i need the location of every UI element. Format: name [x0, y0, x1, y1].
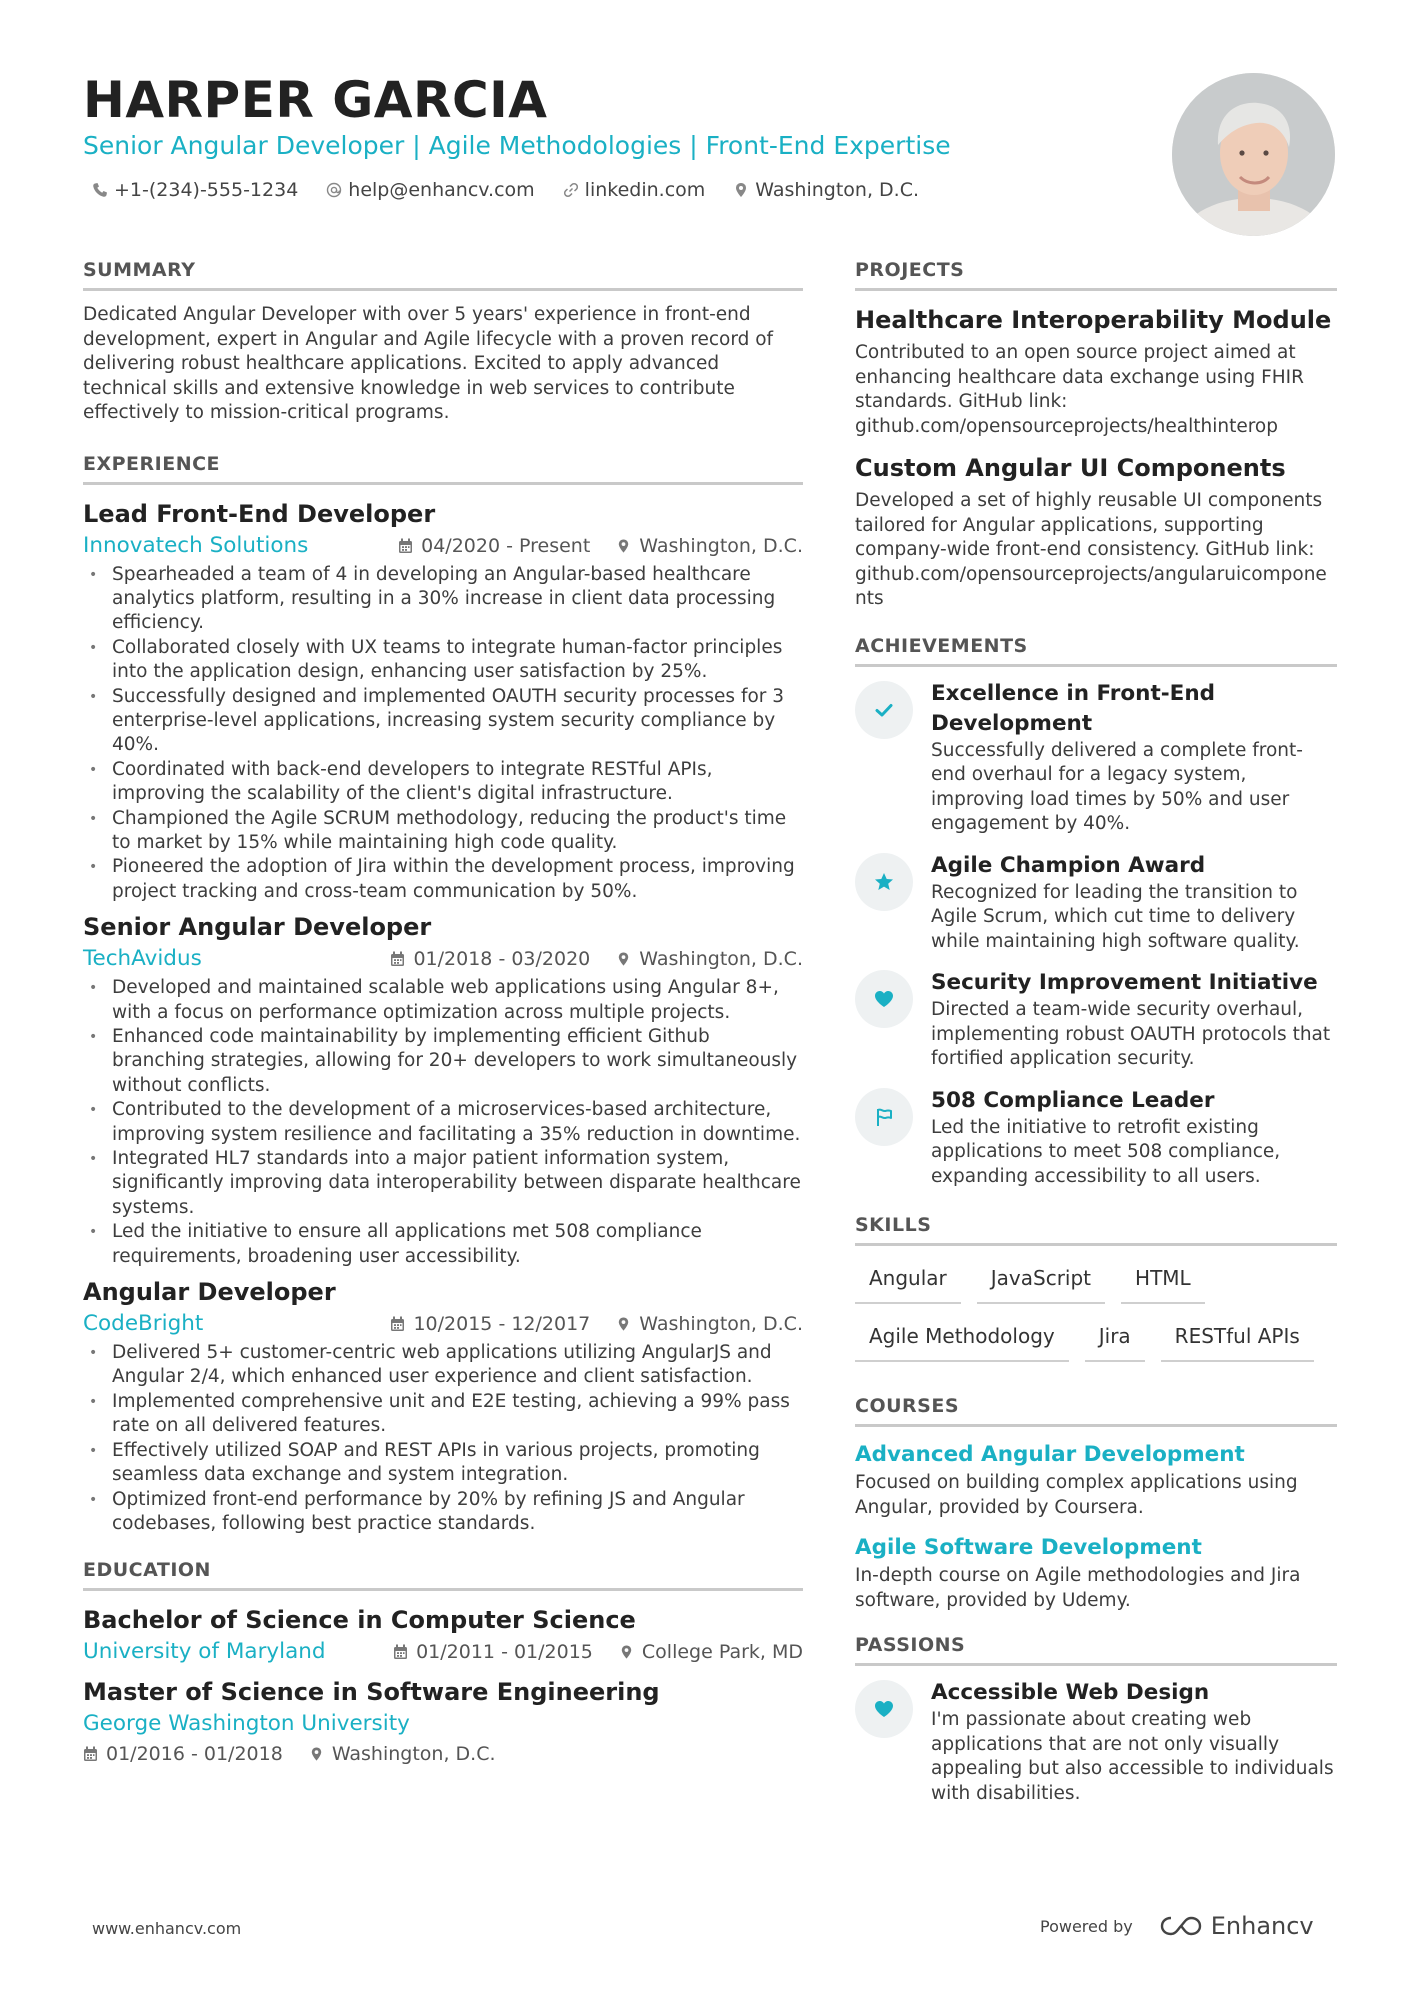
calendar-icon [390, 951, 405, 967]
school-name: George Washington University [83, 1711, 410, 1737]
education-location [619, 1637, 803, 1667]
skill-tag: RESTful APIs [1161, 1316, 1314, 1362]
footer-website[interactable]: www.enhancv.com [92, 1919, 242, 1938]
achievement-body [931, 968, 1337, 1072]
courses-section [855, 1392, 1337, 1613]
skills-heading: SKILLS [855, 1211, 1337, 1246]
passion-description: I'm passionate about creating web applications that are not only visually appealing but also accessible to individuals with disabilities. [931, 1709, 1334, 1804]
education-dates-text: 01/2011 - 01/2015 [416, 1641, 593, 1664]
headline: Senior Angular Developer | Agile Methodologies | Front-End Expertise [83, 131, 951, 160]
degree-title: Master of Science in Software Engineering [83, 1678, 660, 1707]
degree-title: Bachelor of Science in Computer Science [83, 1606, 636, 1635]
check-icon [873, 699, 895, 721]
achievement-title: Excellence in Front-End Development [931, 680, 1216, 736]
education-location [309, 1739, 496, 1769]
contact-email[interactable] [326, 176, 534, 204]
passion-body [931, 1678, 1337, 1806]
star-icon [873, 871, 895, 893]
education-location-text: Washington, D.C. [331, 1743, 496, 1766]
skills-list [855, 1258, 1337, 1362]
job-dates-text: 01/2018 - 03/2020 [413, 948, 591, 971]
achievements-heading: ACHIEVEMENTS [855, 632, 1337, 667]
bullet-item: • Contributed to the development of a microservices-based architecture, improving system resilience and facilitating a 35% reduction in downtime. [83, 1098, 803, 1147]
job-dates [398, 531, 590, 561]
job-location-text: Washington, D.C. [639, 948, 803, 971]
achievement-description: Recognized for leading the transition to Agile Scrum, which cut time to delivery while maintaining high software quality. [931, 881, 1300, 952]
calendar-icon [83, 1746, 98, 1762]
achievement-icon-badge [855, 970, 913, 1028]
summary-text: Dedicated Angular Developer with over 5 years' experience in front-end development, expert in Angular and Agile lifecycle with a proven record of delivering robust healthcare applications. Excited to apply advanced technical skills and extensive knowledge in web services to contribute effectively to mission-critical programs. [83, 304, 774, 423]
summary-heading: SUMMARY [83, 256, 803, 291]
phone-icon [92, 182, 108, 198]
achievement-title: 508 Compliance Leader [931, 1087, 1215, 1113]
phone-text: +1-(234)-555-1234 [114, 179, 299, 201]
bullet-item: • Coordinated with back-end developers to integrate RESTful APIs, improving the scalability of the client's digital infrastructure. [83, 758, 803, 807]
job-dates-text: 04/2020 - Present [421, 534, 591, 557]
company-name: Innovatech Solutions [83, 532, 309, 558]
footer-branding [1040, 1912, 1314, 1940]
location-pin-icon [619, 1644, 634, 1660]
project-title: Custom Angular UI Components [855, 454, 1286, 482]
project-description: Contributed to an open source project aimed at enhancing healthcare data exchange using FHIR standards. GitHub link: github.com/opensourceprojects/healthinterop [855, 342, 1304, 437]
achievement-item [855, 679, 1337, 837]
brand-logo[interactable] [1159, 1912, 1314, 1940]
heart-icon [873, 988, 895, 1010]
achievement-body [931, 851, 1337, 955]
job-entry [83, 497, 803, 905]
bullet-item: • Pioneered the adoption of Jira within the development process, improving project tracking and cross-team communication by 50%. [83, 855, 803, 904]
job-dates [390, 1309, 590, 1339]
location-pin-icon [616, 1316, 631, 1332]
company-name: CodeBright [83, 1311, 204, 1337]
passion-icon-badge [855, 1680, 913, 1738]
education-heading: EDUCATION [83, 1556, 803, 1591]
powered-by-label: Powered by [1040, 1916, 1133, 1936]
company-name: TechAvidus [83, 946, 202, 972]
job-meta [83, 944, 803, 974]
portrait-photo [1172, 73, 1335, 236]
education-meta [83, 1709, 803, 1739]
job-meta [83, 1309, 803, 1339]
bullet-item: • Delivered 5+ customer-centric web applications utilizing AngularJS and Angular 2/4, which enhanced user experience and client satisfaction. [83, 1341, 803, 1390]
summary-section [83, 256, 803, 426]
passion-title: Accessible Web Design [931, 1680, 1210, 1705]
bullet-item: • Integrated HL7 standards into a major patient information system, significantly improving data interoperability between disparate healthcare systems. [83, 1147, 803, 1220]
linkedin-text: linkedin.com [584, 179, 706, 201]
project-entry [855, 451, 1337, 612]
education-dates-text: 01/2016 - 01/2018 [106, 1743, 283, 1766]
bullet-item: • Led the initiative to ensure all applications met 508 compliance requirements, broadening user accessibility. [83, 1220, 803, 1269]
courses-heading: COURSES [855, 1392, 1337, 1427]
calendar-icon [398, 538, 413, 554]
achievement-item [855, 1086, 1337, 1190]
heart-icon [873, 1698, 895, 1720]
email-text: help@enhancv.com [348, 179, 535, 201]
flag-icon [873, 1106, 895, 1128]
job-dates-text: 10/2015 - 12/2017 [413, 1313, 591, 1336]
achievement-description: Led the initiative to retrofit existing applications to meet 508 compliance, expanding accessibility to all users. [931, 1116, 1281, 1187]
projects-section [855, 256, 1337, 612]
bullet-item: • Championed the Agile SCRUM methodology, reducing the product's time to market by 15% while maintaining high code quality. [83, 807, 803, 856]
education-dates [393, 1637, 593, 1667]
location-pin-icon [616, 538, 631, 554]
achievement-body [931, 679, 1337, 837]
brand-name: Enhancv [1210, 1912, 1314, 1940]
skill-tag: HTML [1121, 1258, 1205, 1304]
job-bullets [83, 976, 803, 1269]
avatar [1172, 73, 1335, 236]
job-bullets [83, 563, 803, 905]
contact-phone[interactable] [92, 176, 298, 204]
job-location [616, 531, 803, 561]
bullet-item: • Successfully designed and implemented OAUTH security processes for 3 enterprise-level applications, increasing system security compliance by 40%. [83, 685, 803, 758]
education-entry [83, 1603, 803, 1667]
job-location [616, 944, 803, 974]
education-section [83, 1556, 803, 1769]
calendar-icon [390, 1316, 405, 1332]
job-location-text: Washington, D.C. [639, 1313, 803, 1336]
education-meta [83, 1637, 803, 1667]
bullet-item: • Implemented comprehensive unit and E2E testing, achieving a 99% pass rate on all delivered features. [83, 1390, 803, 1439]
skills-section [855, 1211, 1337, 1362]
job-bullets [83, 1341, 803, 1536]
course-description: In-depth course on Agile methodologies and Jira software, provided by Udemy. [855, 1565, 1301, 1611]
course-title: Advanced Angular Development [855, 1442, 1245, 1467]
passions-heading: PASSIONS [855, 1631, 1337, 1666]
job-location-text: Washington, D.C. [639, 534, 803, 557]
achievement-item [855, 851, 1337, 955]
location-pin-icon [616, 951, 631, 967]
project-description: Developed a set of highly reusable UI components tailored for Angular applications, supporting company-wide front-end consistency. GitHub link: github.com/opensourceprojects/angularuicomponents [855, 490, 1327, 609]
job-location [616, 1309, 803, 1339]
job-title: Senior Angular Developer [83, 913, 432, 942]
skill-tag: Angular [855, 1258, 961, 1304]
passions-section [855, 1631, 1337, 1806]
skill-tag: JavaScript [977, 1258, 1105, 1304]
bullet-item: • Collaborated closely with UX teams to integrate human-factor principles into the application design, enhancing user satisfaction by 25%. [83, 636, 803, 685]
course-entry [855, 1439, 1337, 1520]
skill-tag: Jira [1085, 1316, 1145, 1362]
course-entry [855, 1532, 1337, 1613]
contact-bar [92, 176, 919, 204]
achievement-body [931, 1086, 1337, 1190]
location-text: Washington, D.C. [755, 179, 920, 201]
candidate-name: HARPER GARCIA [83, 71, 548, 129]
education-dates [83, 1739, 283, 1769]
experience-section [83, 450, 803, 1537]
experience-heading: EXPERIENCE [83, 450, 803, 485]
job-title: Lead Front-End Developer [83, 499, 436, 528]
job-meta [83, 531, 803, 561]
bullet-item: • Enhanced code maintainability by implementing efficient Github branching strategies, allowing for 20+ developers to work simultaneously without conflicts. [83, 1025, 803, 1098]
bullet-item: • Effectively utilized SOAP and REST APIs in various projects, promoting seamless data exchange and system integration. [83, 1439, 803, 1488]
bullet-item: • Developed and maintained scalable web applications using Angular 8+, with a focus on performance optimization across multiple projects. [83, 976, 803, 1025]
job-entry [83, 910, 803, 1269]
left-column [83, 256, 803, 1777]
contact-linkedin[interactable] [563, 176, 706, 204]
school-name: University of Maryland [83, 1639, 326, 1665]
enhancv-logo-icon [1159, 1914, 1203, 1938]
location-pin-icon [309, 1746, 324, 1762]
passion-item [855, 1678, 1337, 1806]
bullet-item: • Optimized front-end performance by 20% by refining JS and Angular codebases, following best practice standards. [83, 1488, 803, 1537]
course-description: Focused on building complex applications using Angular, provided by Coursera. [855, 1472, 1298, 1518]
right-column [855, 256, 1337, 1820]
project-title: Healthcare Interoperability Module [855, 306, 1332, 334]
contact-location [733, 176, 919, 204]
achievement-item [855, 968, 1337, 1072]
education-location-text: College Park, MD [641, 1641, 803, 1664]
education-meta-row [83, 1739, 803, 1769]
calendar-icon [393, 1644, 408, 1660]
bullet-item: • Spearheaded a team of 4 in developing an Angular-based healthcare analytics platform, resulting in a 30% increase in client data processing efficiency. [83, 563, 803, 636]
achievement-description: Successfully delivered a complete front-end overhaul for a legacy system, improving load times by 50% and user engagement by 40%. [931, 739, 1303, 834]
project-entry [855, 303, 1337, 439]
achievement-title: Agile Champion Award [931, 852, 1206, 878]
achievement-title: Security Improvement Initiative [931, 970, 1318, 995]
job-entry [83, 1275, 803, 1536]
link-icon [563, 182, 579, 198]
achievement-icon-badge [855, 681, 913, 739]
job-title: Angular Developer [83, 1278, 336, 1307]
skill-tag: Agile Methodology [855, 1316, 1069, 1362]
projects-heading: PROJECTS [855, 256, 1337, 291]
course-title: Agile Software Development [855, 1535, 1202, 1560]
achievement-description: Directed a team-wide security overhaul, implementing robust OAUTH protocols that fortified application security. [931, 999, 1331, 1069]
achievement-icon-badge [855, 1088, 913, 1146]
job-dates [390, 944, 590, 974]
achievements-section [855, 632, 1337, 1190]
achievement-icon-badge [855, 853, 913, 911]
location-pin-icon [733, 182, 749, 198]
education-entry [83, 1675, 803, 1769]
at-icon [326, 182, 342, 198]
